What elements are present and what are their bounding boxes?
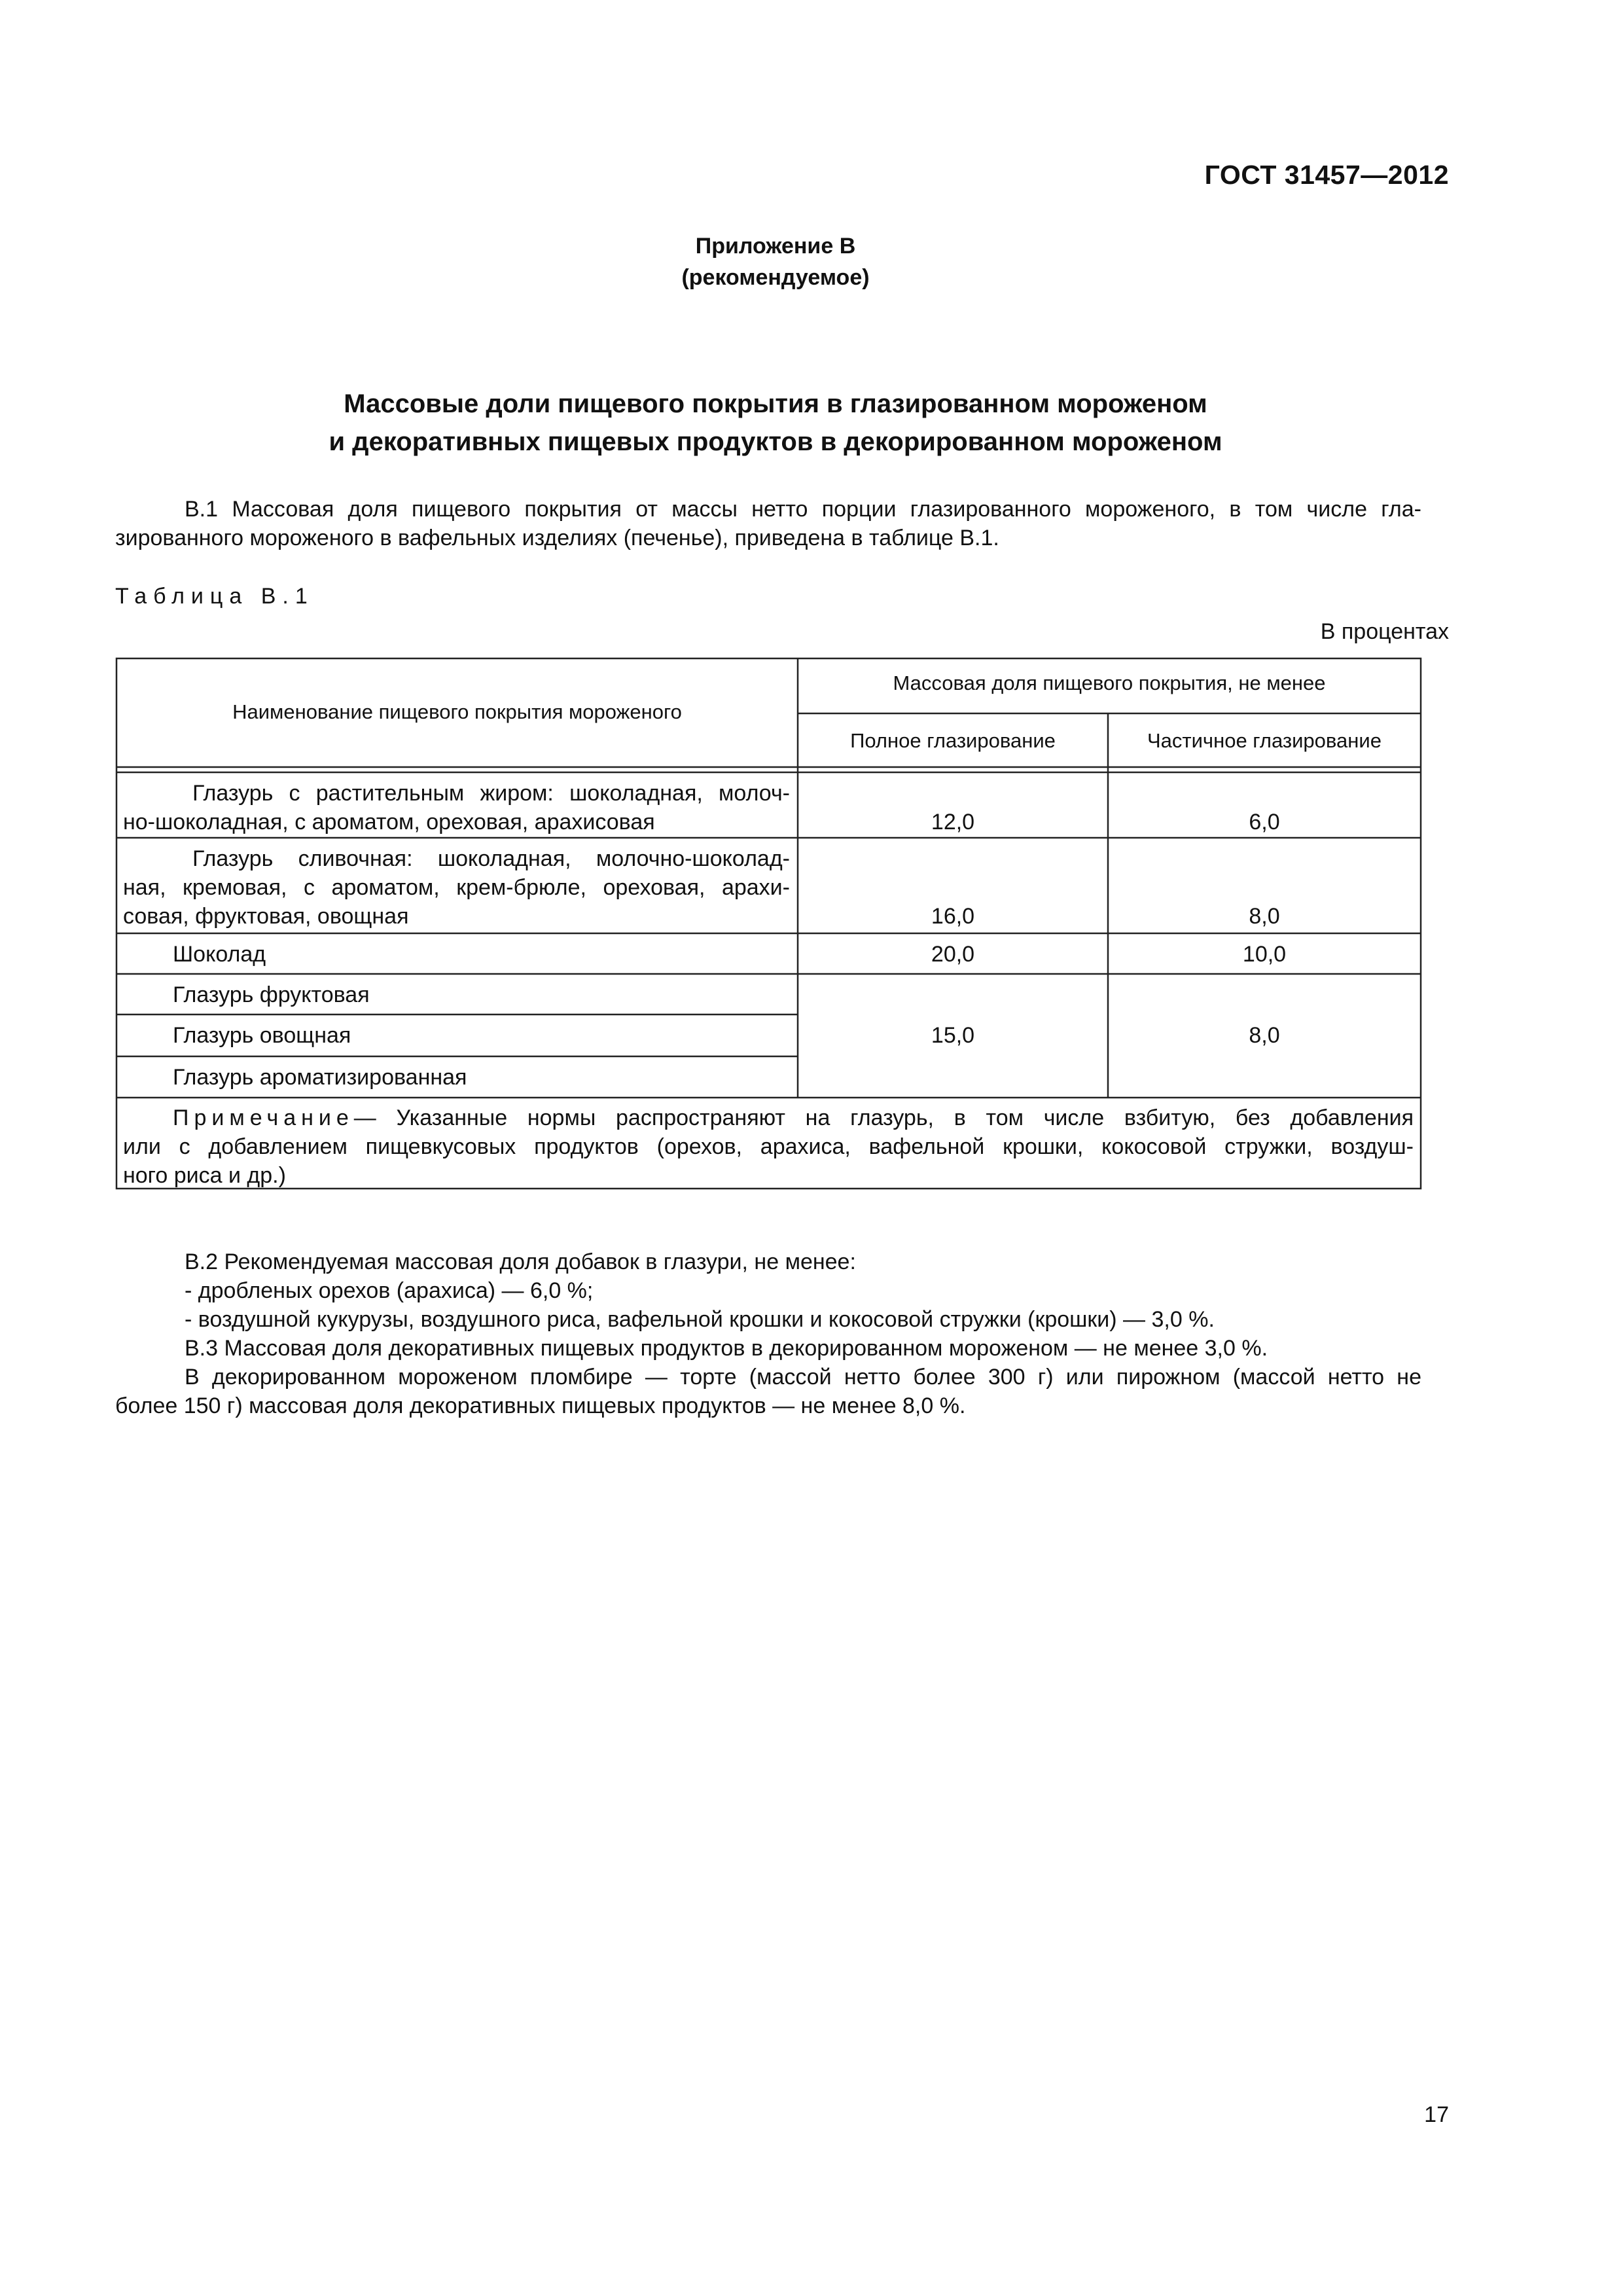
paragraph-b3-cont-line-1: В декорированном мороженом пломбире — торте (массой нетто более 300 г) или пирожном (массой нетто не — [185, 1365, 1421, 1390]
table-caption: Таблица В.1 — [115, 584, 314, 609]
section-title-line-1: Массовые доли пищевого покрытия в глазированном мороженом — [344, 389, 1207, 418]
list-item: - воздушной кукурузы, воздушного риса, вафельной крошки и кокосовой стружки (крошки) — 3,0 %. — [185, 1307, 1215, 1332]
page-number: 17 — [1424, 2102, 1449, 2127]
table-note-line-1 — [123, 1103, 1414, 1132]
row-5-name: Глазурь овощная — [173, 1023, 351, 1048]
row-1-full-value: 12,0 — [931, 810, 975, 834]
table-note-line-3: ного риса и др.) — [123, 1163, 286, 1188]
table-note-text-1: — Указанные нормы распространяют на глазурь, в том числе взбитую, без добавления — [353, 1105, 1414, 1130]
row-2-name-line-1: Глазурь сливочная: шоколадная, молочно-шоколад- — [192, 846, 790, 871]
row-2-partial-value: 8,0 — [1249, 904, 1280, 929]
paragraph-b3-continued — [115, 1363, 1421, 1420]
row-3-name: Шоколад — [173, 942, 266, 967]
section-title-line-2: и декоративных пищевых продуктов в декорированном мороженом — [329, 427, 1222, 456]
row-2-full-value: 16,0 — [931, 904, 975, 929]
paragraph-b3-cont-line-2: более 150 г) массовая доля декоративных пищевых продуктов — не менее 8,0 %. — [115, 1393, 966, 1418]
row-3-full-value: 20,0 — [931, 942, 975, 967]
merged-full-value: 15,0 — [931, 1023, 975, 1048]
table-header-partial: Частичное глазирование — [1147, 729, 1382, 752]
table-units: В процентах — [1320, 619, 1449, 644]
paragraph-b1-line-2: зированного мороженого в вафельных изделиях (печенье), приведена в таблице В.1. — [115, 526, 999, 550]
row-1-name-line-2: но-шоколадная, с ароматом, ореховая, арахисовая — [123, 810, 655, 834]
merged-partial-value: 8,0 — [1249, 1023, 1280, 1048]
table-row — [116, 844, 798, 931]
table-header-name: Наименование пищевого покрытия мороженого — [232, 700, 682, 723]
document-code: ГОСТ 31457—2012 — [1204, 160, 1449, 190]
row-2-name-line-3: совая, фруктовая, овощная — [123, 904, 409, 929]
appendix-status: (рекомендуемое) — [681, 265, 870, 290]
paragraph-b1-line-1: В.1 Массовая доля пищевого покрытия от массы нетто порции глазированного мороженого, в том числе гла- — [185, 497, 1421, 522]
table-header-group: Массовая доля пищевого покрытия, не менее — [893, 672, 1326, 694]
paragraph-b2: В.2 Рекомендуемая массовая доля добавок в глазури, не менее: — [185, 1249, 856, 1274]
paragraph-b3: В.3 Массовая доля декоративных пищевых продуктов в декорированном мороженом — не менее 3,0 %. — [185, 1336, 1268, 1361]
row-3-partial-value: 10,0 — [1242, 942, 1287, 967]
appendix-title: Приложение В — [695, 234, 856, 259]
table-note — [123, 1103, 1414, 1190]
row-4-name: Глазурь фруктовая — [173, 982, 370, 1007]
table-note-line-2: или с добавлением пищевкусовых продуктов (орехов, арахиса, вафельной крошки, кокосовой стружки, воздуш- — [123, 1134, 1414, 1159]
row-1-name-line-1: Глазурь с растительным жиром: шоколадная, молоч- — [192, 781, 790, 806]
table-row — [116, 779, 798, 836]
row-1-partial-value: 6,0 — [1249, 810, 1280, 834]
table-header-full: Полное глазирование — [850, 729, 1056, 752]
list-item: - дробленых орехов (арахиса) — 6,0 %; — [185, 1278, 594, 1303]
table-note-label: Примечание — [173, 1105, 354, 1130]
row-2-name-line-2: ная, кремовая, с ароматом, крем-брюле, ореховая, арахи- — [123, 875, 790, 900]
row-6-name: Глазурь ароматизированная — [173, 1065, 467, 1090]
